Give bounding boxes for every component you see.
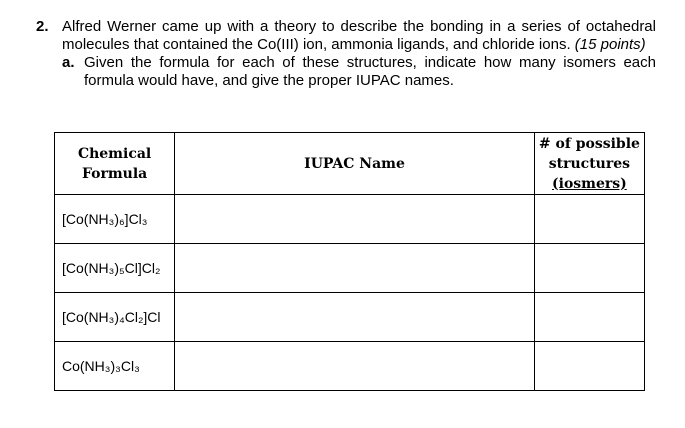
question-points: (15 points) — [574, 36, 646, 53]
header-chemical-formula — [55, 133, 175, 195]
isomer-count-cell[interactable] — [534, 293, 644, 342]
isomer-count-cell[interactable] — [534, 342, 644, 391]
formula-cell: Co(NH₃)₃Cl₃ — [55, 342, 175, 391]
formula-cell: [Co(NH₃)₆]Cl₃ — [55, 195, 175, 244]
question-block — [36, 18, 656, 90]
isomer-count-cell[interactable] — [534, 195, 644, 244]
header-iupac-name: IUPAC Name — [175, 133, 535, 195]
formula-cell: [Co(NH₃)₅Cl]Cl₂ — [55, 244, 175, 293]
answer-table — [54, 132, 645, 391]
question-text — [62, 18, 656, 54]
iupac-name-cell[interactable] — [175, 342, 535, 391]
iupac-name-cell[interactable] — [175, 293, 535, 342]
part-a-letter: a. — [62, 54, 75, 71]
header-count-line3: (iosmers) — [552, 175, 627, 192]
table-header-row — [55, 133, 645, 195]
header-formula-line1: Chemical — [77, 145, 152, 162]
isomer-count-cell[interactable] — [534, 244, 644, 293]
header-count-line1: # of possible — [538, 135, 640, 152]
formula-cell: [Co(NH₃)₄Cl₂]Cl — [55, 293, 175, 342]
question-number: 2. — [36, 18, 49, 35]
iupac-name-cell[interactable] — [175, 195, 535, 244]
question-row — [36, 18, 656, 54]
header-possible-structures — [534, 133, 644, 195]
header-formula-line2: Formula — [81, 165, 148, 182]
part-a-text: Given the formula for each of these structures, indicate how many isomers each formula would have, and give the proper IUPAC names. — [84, 54, 656, 89]
question-body: Alfred Werner came up with a theory to describe the bonding in a series of octahedral molecules that contained the Co(III) ion, ammonia ligands, and chloride ions. — [62, 18, 656, 53]
part-a-row — [62, 54, 656, 90]
header-count-line2: structures — [548, 155, 631, 172]
table-row — [55, 244, 645, 293]
table-row — [55, 293, 645, 342]
iupac-name-cell[interactable] — [175, 244, 535, 293]
table-row — [55, 342, 645, 391]
table-row — [55, 195, 645, 244]
